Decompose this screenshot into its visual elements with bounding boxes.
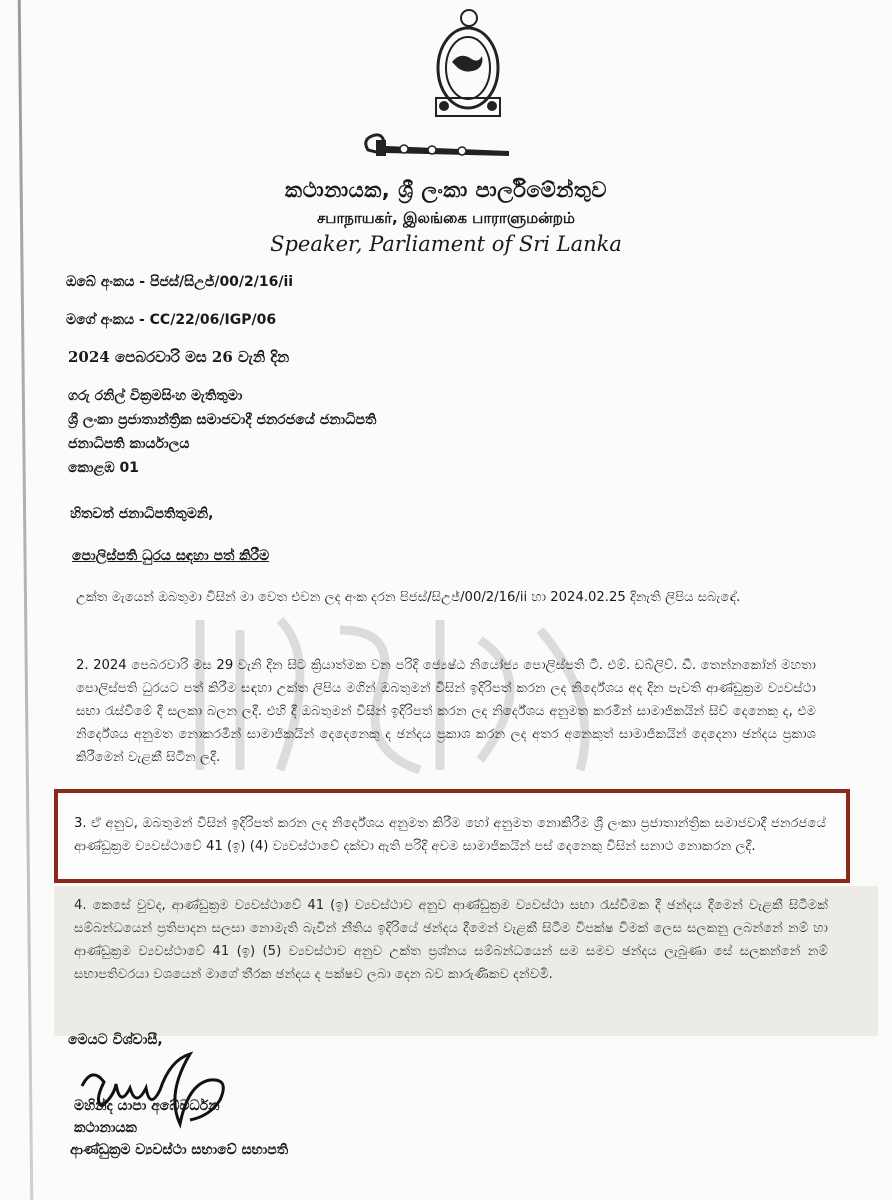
paragraph-3: 3. ඒ අනුව, ඔබතුමන් විසින් ඉදිරිපත් කරන ලද නිර්දේශය අනුමත කිරීම හෝ අනුමත නොකිරීම ශ්‍රී ලංකා ප්‍රජාතාන්ත්‍රික සමාජවාදී ජනරජයේ ආණ්ඩුක්‍රම ව්‍යවස්ථාවේ 41 (ඉ) (4) ව්‍යවස්ථාවේ දක්වා ඇති පරිදි අවම සාමාජිකයින් පස් දෙනෙකු විසින් සනාථ නොකරන ලදී. <box>74 816 826 854</box>
salutation: හිතවත් ජනාධිපතිතුමනි, <box>70 506 214 522</box>
letterhead-title-sinhala: කථානායක, ශ්‍රී ලංකා පාර්ලිමේන්තුව <box>285 178 607 202</box>
letterhead-title-english: Speaker, Parliament of Sri Lanka <box>270 232 622 256</box>
closing: මෙයට විශ්වාසී, <box>68 1032 163 1048</box>
signatory-title: කථානායක <box>74 1120 137 1136</box>
your-reference: ඔබේ අංකය - පිජස්/සිඋජ්/00/2/16/ii <box>66 274 294 290</box>
paragraph-1: උක්ත මැයෙන් ඔබතුමා විසින් මා වෙත එවන ලද අංක දරන පිජස්/සිඋජ්/00/2/16/ii හා 2024.02.25 දිනැති ලිපිය සබැඳේ. <box>76 590 741 605</box>
my-reference: මගේ අංකය - CC/22/06/IGP/06 <box>66 312 277 328</box>
letter-subject: පොලිස්පති ධුරය සඳහා පත් කිරීම <box>72 548 270 564</box>
recipient-line: ගරු රනිල් වික්‍රමසිංහ මැතිතුමා <box>68 388 243 404</box>
paragraph-2: 2. 2024 පෙබරවාරි මස 29 වැනි දින සිට ක්‍රියාත්මක වන පරිදි ජ්‍යෙෂ්ඨ නියෝජ්‍ය පොලිස්පති ටී. එම්. ඩබ්ලිව්. ඩී. තෙන්නකෝන් මහතා පොලිස්පති ධුරයට පත් කිරීම සඳහා උක්ත ලිපිය මගින් ඔබතුමන් විසින් ඉදිරිපත් කරන ලද නිර්දේශය අද දින පැවති ආණ්ඩුක්‍රම ව්‍යවස්ථා සභා රැස්වීමේ දී සලකා බලන ලදී. එහි දී ඔබතුමන් විසින් ඉදිරිපත් කරන ලද නිර්දේශය අනුමත කරමින් සාමාජිකයින් සිව් දෙනෙකු ද, එම නිර්දේශය අනුමත නොකරමින් සාමාජිකයින් දෙදෙනෙකු ද ඡන්දය ප්‍රකාශ කරන ලද අතර අනෙකුත් සාමාජිකයින් දෙදෙනා ඡන්දය ප්‍රකාශ කිරීමෙන් වැළකී සිටින ලදී. <box>76 658 816 765</box>
signatory-name: මහින්ද යාපා අබේවර්ධන <box>74 1098 220 1114</box>
recipient-line: ජනාධිපති කාර්යාලය <box>68 436 190 452</box>
paragraph-4: 4. කෙසේ වුවද, ආණ්ඩුක්‍රම ව්‍යවස්ථාවේ 41 (ඉ) ව්‍යවස්ථාව අනුව ආණ්ඩුක්‍රම ව්‍යවස්ථා සභා රැස්වීමක දී ඡන්දය දීමෙන් වැළකී සිටීමක් සම්බන්ධයෙන් ප්‍රතිපාදන සලසා නොමැති බැවින් නීතිය ඉදිරියේ ඡන්දය දීමෙන් වැළකී සිටීම විපක්ෂ විමක් ලෙස සලකනු ලබන්නේ නම් හා ආණ්ඩුක්‍රම ව්‍යවස්ථාවේ 41 (ඉ) (5) ව්‍යවස්ථාව අනුව උක්ත ප්‍රශ්නය සම්බන්ධයෙන් සම සමව ඡන්දය ලැබුණා සේ සලකන්නේ නම් සභාපතිවරයා වශයෙන් මාගේ තීරක ඡන්දය ද පක්ෂව ලබා දෙන බව කාරුණිකව දන්වමි. <box>74 898 828 982</box>
signatory-role: ආණ්ඩුක්‍රම ව්‍යවස්ථා සභාවේ සභාපති <box>70 1142 289 1158</box>
recipient-line: ශ්‍රී ලංකා ප්‍රජාතාන්ත්‍රික සමාජවාදී ජනරජයේ ජනාධිපති <box>68 412 377 428</box>
recipient-line: කොළඹ 01 <box>68 460 139 476</box>
letter-date: 2024 පෙබරවාරි මස 26 වැනි දින <box>68 348 290 366</box>
letterhead-title-tamil: சபாநாயகர், இலங்கை பாராளுமன்றம் <box>316 209 575 227</box>
sri-lanka-emblem-icon <box>344 6 514 176</box>
